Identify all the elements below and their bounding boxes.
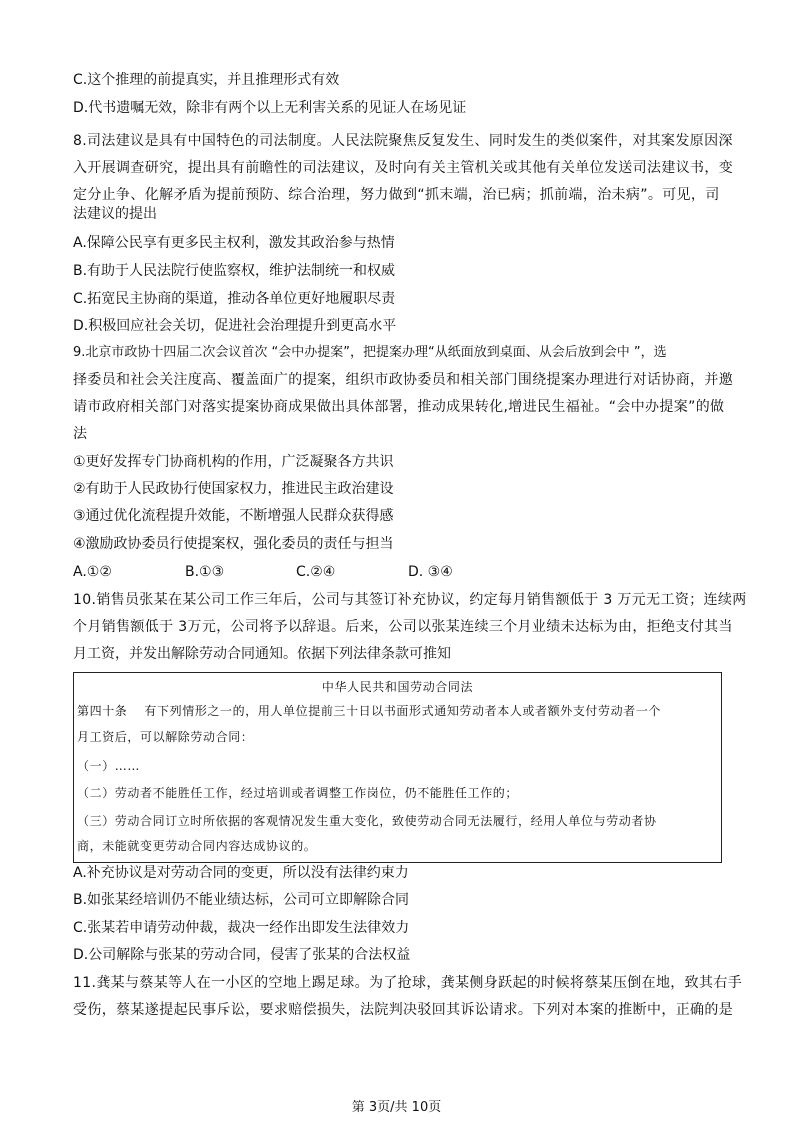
q9-stem-line: 9.北京市政协十四届二次会议首次 “会中办提案”，把提案办理“从纸面放到桌面、从会后放到会中 ”，选	[73, 345, 667, 360]
q11-stem-line: 受伤，蔡某遂提起民事斥讼，要求赔偿损失，法院判决驳回其诉讼请求。下列对本案的推断中，正确的是	[73, 1002, 734, 1018]
q8-option-a: A.保障公民享有更多民主权利，激发其政治参与热情	[73, 235, 395, 251]
law-excerpt-box	[73, 672, 722, 863]
q9-stem-line: 请市政府相关部门对落实提案协商成果做出具体部署，推动成果转化,增进民生福祉。“会中办提案”的做	[73, 399, 725, 415]
q9-statement-4: ④激励政协委员行使提案权，强化委员的责任与担当	[73, 536, 394, 552]
law-line: 月工资后，可以解除劳动合同：	[77, 730, 254, 744]
q10-option-a: A.补充协议是对劳动合同的变更，所以没有法律约束力	[73, 865, 409, 881]
law-line: （二）劳动者不能胜任工作，经过培训或者调整工作岗位，仍不能胜任工作的；	[77, 786, 519, 800]
law-title: 中华人民共和国劳动合同法	[321, 680, 474, 694]
q7-option-c: C.这个推理的前提真实，并且推理形式有效	[73, 72, 340, 88]
q10-stem-line: 月工资，并发出解除劳动合同通知。依据下列法律条款可推知	[73, 646, 451, 662]
q9-choice-a: A.①②	[73, 564, 112, 580]
q8-stem-line: 定分止争、化解矛盾为提前预防、综合治理，努力做到“抓末端，治已病；抓前端，治未病”。可见，司	[73, 187, 720, 203]
q10-stem-line: 10.销售员张某在某公司工作三年后，公司与其签订补充协议，约定每月销售额低于 3 万元无工资；连续两	[73, 592, 747, 608]
q10-option-d: D.公司解除与张某的劳动合同，侵害了张某的合法权益	[73, 947, 411, 963]
q7-option-d: D.代书遗嘱无效，除非有两个以上无利害关系的见证人在场见证	[73, 100, 467, 116]
q9-statement-2: ②有助于人民政协行使国家权力，推进民主政治建设	[73, 481, 394, 497]
q11-stem-line: 11.龚某与蔡某等人在一小区的空地上踢足球。为了抢球，龚某侧身跃起的时候将蔡某压倒在地，致其右手	[73, 975, 743, 991]
q8-option-d: D.积极回应社会关切，促进社会治理提升到更高水平	[73, 318, 397, 334]
q9-statement-3: ③通过优化流程提升效能，不断增强人民群众获得感	[73, 508, 394, 524]
q10-option-b: B.如张某经培训仍不能业绩达标，公司可立即解除合同	[73, 892, 410, 908]
q10-option-c: C.张某若申请劳动仲裁，裁决一经作出即发生法律效力	[73, 920, 410, 936]
q9-choice-b: B.①③	[185, 564, 225, 580]
q10-stem-line: 个月销售额低于 3万元，公司将予以辞退。后来，公司以张某连续三个月业绩未达标为由，拒绝支付其当	[73, 619, 733, 635]
q9-stem-line: 法	[73, 426, 87, 442]
q9-choice-d: D. ③④	[408, 564, 453, 580]
law-line: 第四十条 有下列情形之一的，用人单位提前三十日以书面形式通知劳动者本人或者额外支付劳动者一个	[77, 704, 662, 718]
q8-option-b: B.有助于人民法院行使监察权，维护法制统一和权威	[73, 263, 396, 279]
law-line: （一）……	[77, 759, 141, 773]
q9-choice-c: C.②④	[296, 564, 336, 580]
q8-stem-line: 法建议的提出	[73, 206, 157, 222]
q8-stem-line: 8.司法建议是具有中国特色的司法制度。人民法院聚焦反复发生、同时发生的类似案件，对其案发原因深	[73, 133, 733, 149]
page-number: 第 3页/共 10页	[351, 1100, 442, 1115]
q9-statement-1: ①更好发挥专门协商机构的作用，广泛凝聚各方共识	[73, 454, 394, 470]
law-line: （三）劳动合同订立时所依据的客观情况发生重大变化，致使劳动合同无法履行，经用人单位与劳动者协	[77, 814, 657, 828]
q8-stem-line: 入开展调查研究，提出具有前瞻性的司法建议，及时向有关主管机关或其他有关单位发送司法建议书，变	[73, 160, 734, 176]
q9-stem-line: 择委员和社会关注度高、覆盖面广的提案，组织市政协委员和相关部门围绕提案办理进行对话协商，并邀	[73, 372, 734, 388]
q8-option-c: C.拓宽民主协商的渠道，推动各单位更好地履职尽责	[73, 291, 396, 307]
law-line: 商，未能就变更劳动合同内容达成协议的。	[77, 839, 317, 853]
